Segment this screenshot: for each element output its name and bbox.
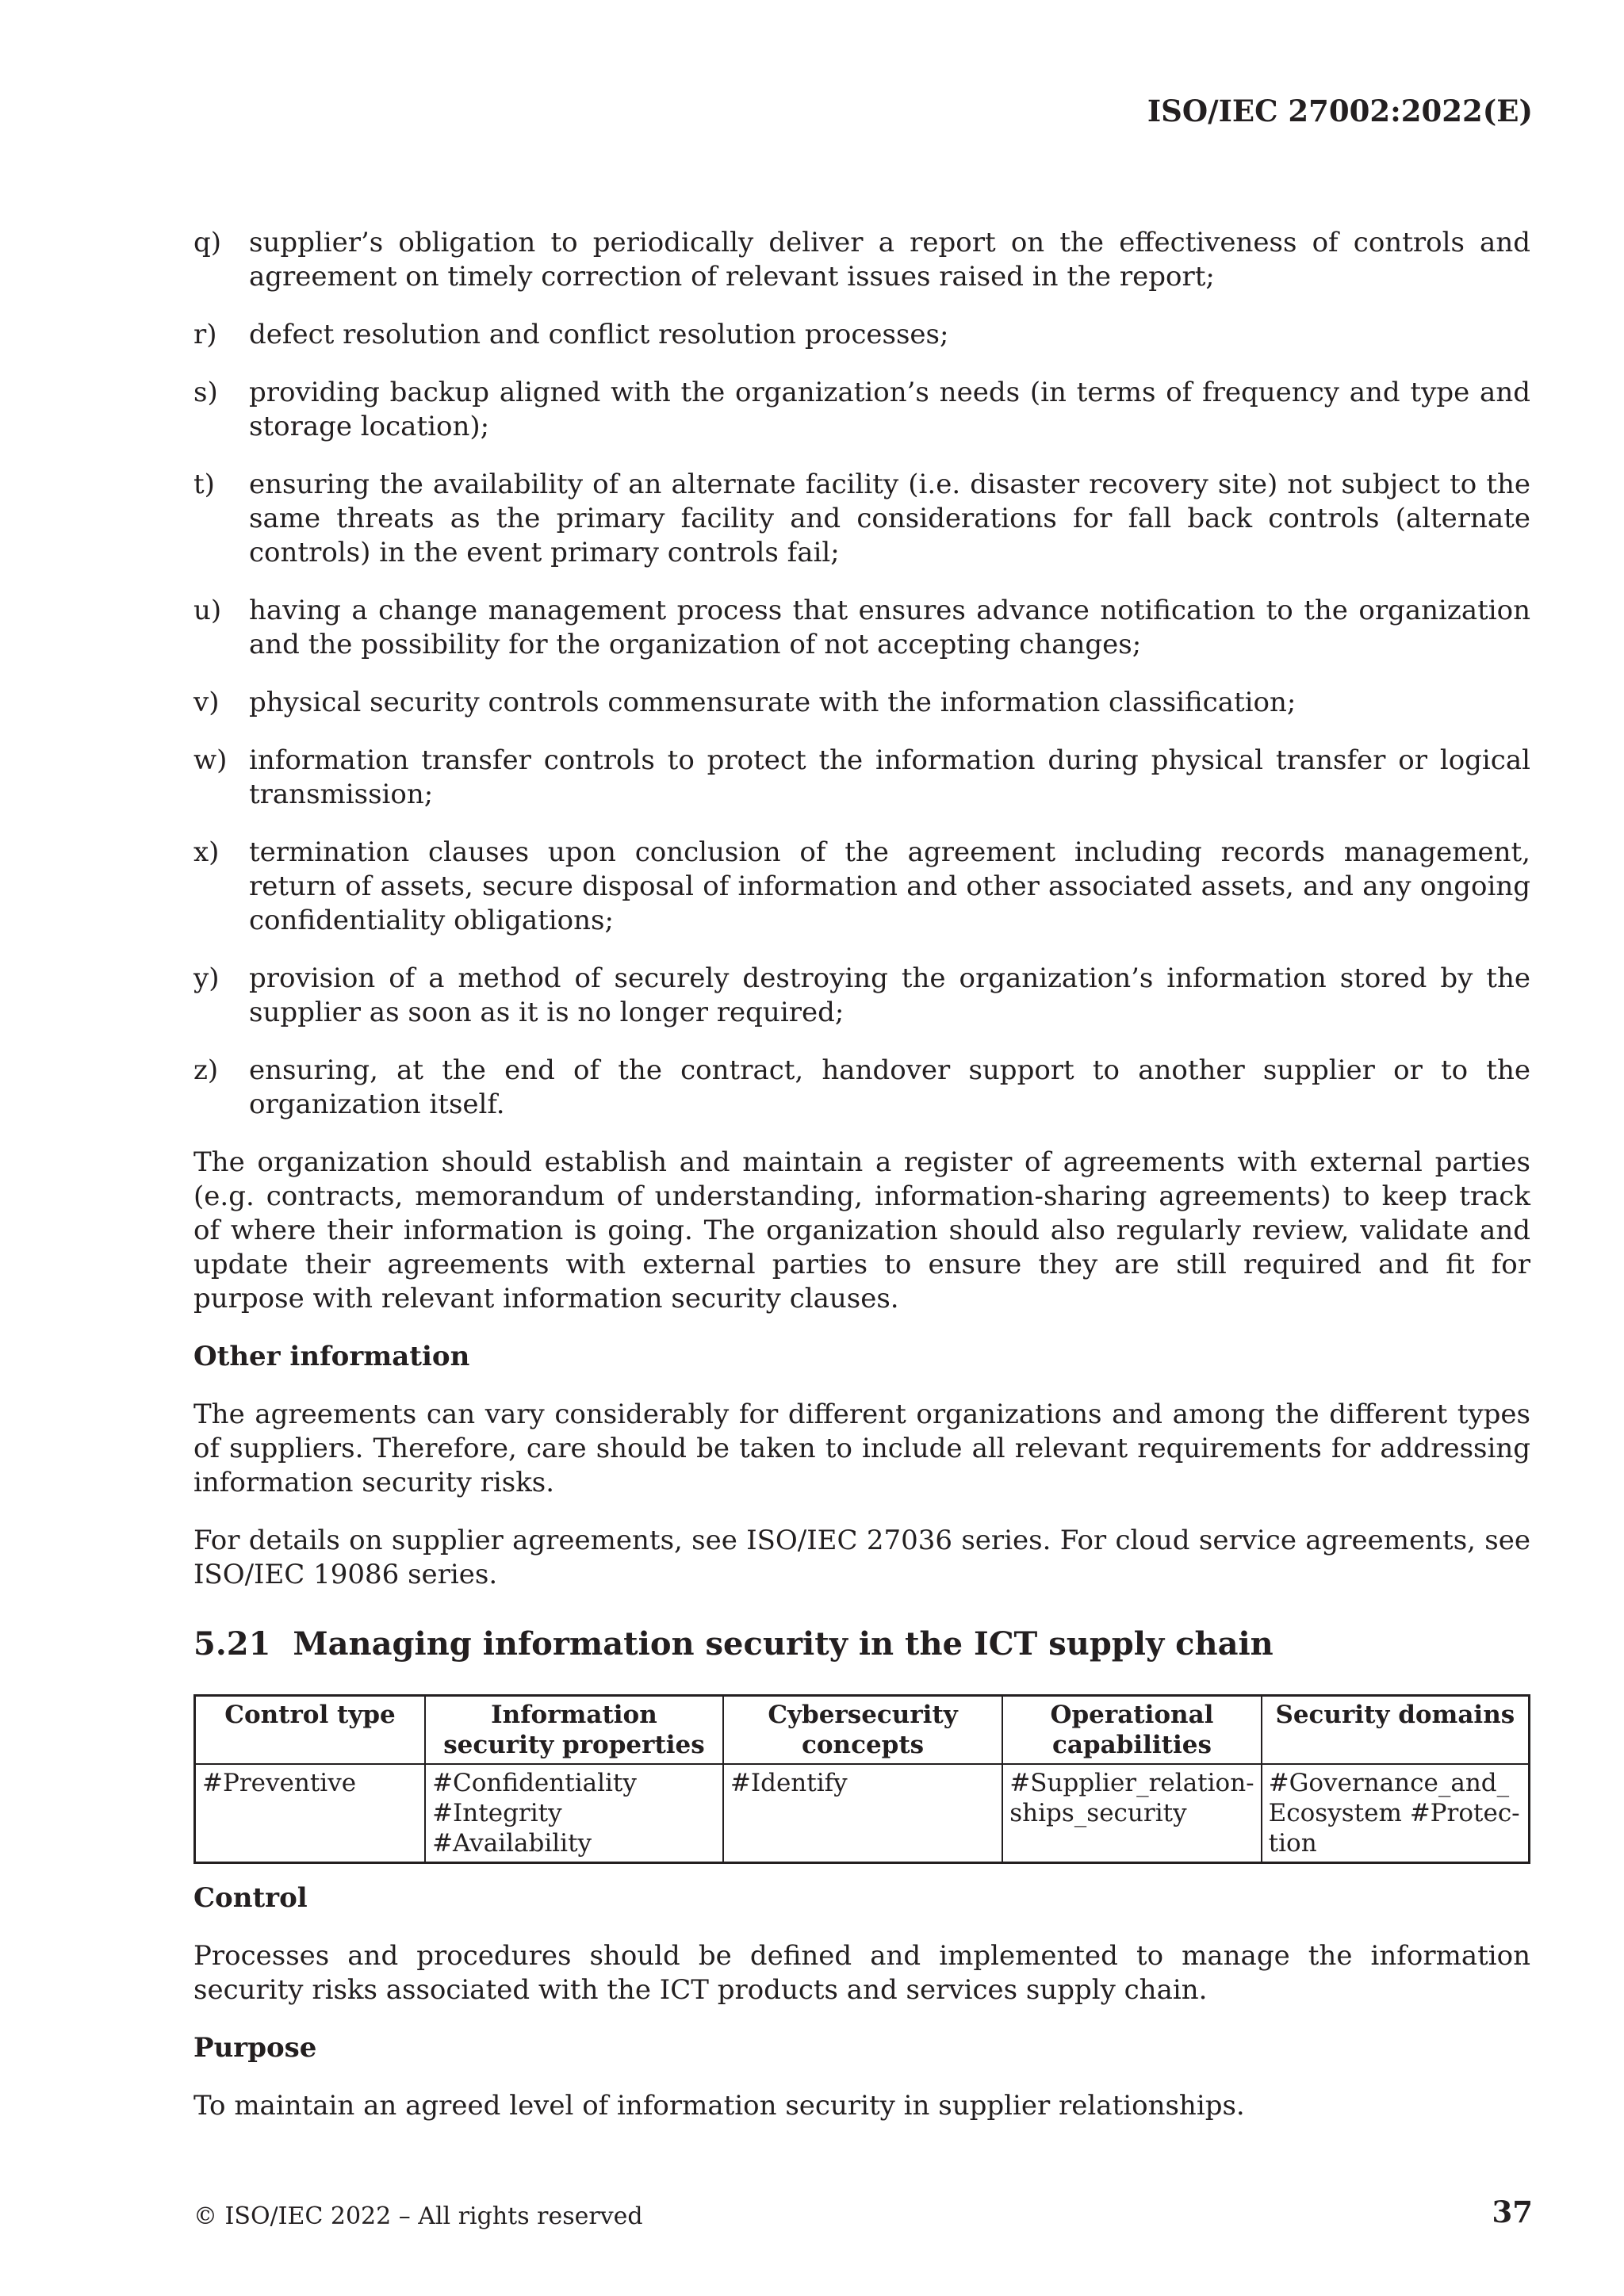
copyright-notice: © ISO/IEC 2022 – All rights reserved (193, 2202, 643, 2230)
list-item (193, 1054, 1530, 1122)
list-item (193, 744, 1530, 812)
section-title (193, 1627, 1530, 1661)
cell-line: #Supplier_relation- (1009, 1769, 1254, 1797)
cell-line: #Governance_and_ (1268, 1769, 1510, 1797)
list-item (193, 376, 1530, 444)
list-item (193, 594, 1530, 662)
cell-line: #Identify (730, 1769, 848, 1797)
control-heading: Control (193, 1882, 308, 1914)
column-header: Information security properties (425, 1696, 723, 1765)
column-header: Operational capabilities (1002, 1696, 1261, 1765)
list-item (193, 468, 1530, 570)
list-item-text: information transfer controls to protect the information during physical transfer or logical transmission; (249, 744, 1530, 810)
list-item-label: s) (193, 377, 218, 408)
standard-header: ISO/IEC 27002:2022(E) (1147, 94, 1533, 128)
cell-line: Ecosystem #Protec- (1268, 1799, 1520, 1827)
list-item (193, 962, 1530, 1030)
list-item (193, 836, 1530, 938)
section-title-text: Managing information security in the ICT supply chain (293, 1625, 1274, 1663)
table-header-row (195, 1696, 1530, 1765)
list-item-label: q) (193, 227, 222, 258)
cell-line: #Availability (432, 1829, 592, 1858)
attributes-table (193, 1694, 1530, 1864)
cell-line: #Preventive (202, 1769, 357, 1797)
column-header: Cybersecurity concepts (723, 1696, 1002, 1765)
page-number: 37 (1492, 2195, 1533, 2229)
list-item-text: defect resolution and conflict resolution processes; (249, 319, 949, 350)
list-item-label: z) (193, 1054, 219, 1086)
table-row (195, 1764, 1530, 1863)
other-information-paragraph: The agreements can vary considerably for different organizations and among the different types of suppliers. Therefore, care should be taken to include all relevant requirements for addressing information security risks. (193, 1399, 1530, 1498)
other-information-paragraph: For details on supplier agreements, see ISO/IEC 27036 series. For cloud service agreements, see ISO/IEC 19086 series. (193, 1525, 1530, 1590)
list-item-label: y) (193, 962, 220, 994)
list-item-label: t) (193, 469, 215, 500)
register-paragraph: The organization should establish and maintain a register of agreements with external parties (e.g. contracts, memorandum of understanding, information-sharing agreements) to keep track of where their information is going. The organization should also regularly review, validate and update their agreements with external parties to ensure they are still required and fit for purpose with relevant information security clauses. (193, 1146, 1530, 1314)
cell-line: ships_security (1009, 1799, 1187, 1827)
list-item-text: providing backup aligned with the organization’s needs (in terms of frequency and type and storage location); (249, 377, 1530, 442)
list-item-text: termination clauses upon conclusion of the agreement including records management, return of assets, secure disposal of information and other associated assets, and any ongoing confidentiality obligations; (249, 836, 1530, 936)
cell-line: tion (1268, 1829, 1317, 1858)
list-item-text: provision of a method of securely destroying the organization’s information stored by the supplier as soon as it is no longer required; (249, 962, 1530, 1028)
section-number: 5.21 (193, 1625, 271, 1663)
list-item-text: physical security controls commensurate with the information classification; (249, 687, 1297, 718)
cell-line: #Integrity (432, 1799, 562, 1827)
list-item-text: ensuring the availability of an alternate facility (i.e. disaster recovery site) not subject to the same threats as the primary facility and considerations for fall back controls (alternate controls) in the event primary controls fail; (249, 469, 1530, 568)
control-text: Processes and procedures should be defined and implemented to manage the information security risks associated with the ICT products and services supply chain. (193, 1940, 1530, 2006)
list-item (193, 686, 1530, 720)
page-content (193, 226, 1530, 2147)
list-item (193, 226, 1530, 294)
list-item-text: ensuring, at the end of the contract, handover support to another supplier or to the organization itself. (249, 1054, 1530, 1120)
other-information-heading: Other information (193, 1341, 470, 1372)
table-cell-control-type (195, 1764, 426, 1863)
list-item-text: supplier’s obligation to periodically deliver a report on the effectiveness of controls and agreement on timely correction of relevant issues raised in the report; (249, 227, 1530, 293)
list-item-label: w) (193, 744, 228, 776)
list-item-label: r) (193, 319, 217, 350)
table-cell-security-domains (1262, 1764, 1530, 1863)
purpose-text: To maintain an agreed level of information security in supplier relationships. (193, 2090, 1245, 2122)
column-header: Security domains (1262, 1696, 1530, 1765)
list-item-label: u) (193, 595, 222, 626)
table-cell-cybersecurity-concepts (723, 1764, 1002, 1863)
list-item-text: having a change management process that ensures advance notification to the organization and the possibility for the organization of not accepting changes; (249, 595, 1530, 660)
requirements-list (193, 226, 1530, 1122)
purpose-heading: Purpose (193, 2032, 317, 2064)
column-header: Control type (195, 1696, 426, 1765)
list-item (193, 318, 1530, 352)
list-item-label: x) (193, 836, 220, 868)
cell-line: #Confidentiality (432, 1769, 637, 1797)
table-cell-operational-capabilities (1002, 1764, 1261, 1863)
list-item-label: v) (193, 687, 220, 718)
table-cell-security-properties (425, 1764, 723, 1863)
